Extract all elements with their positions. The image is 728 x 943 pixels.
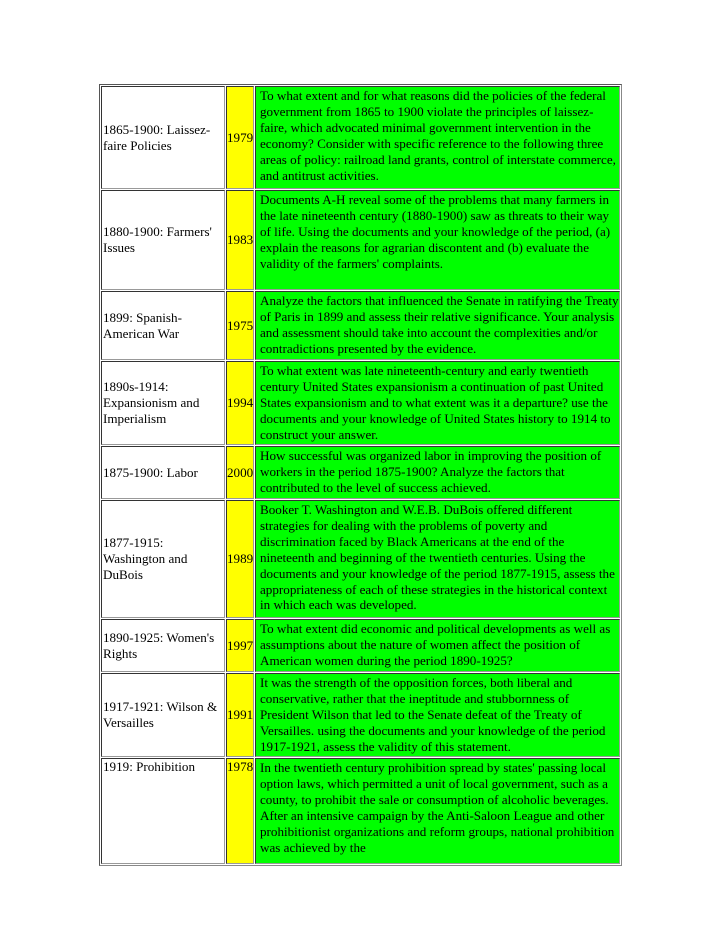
topic-cell: 1899: Spanish-American War (101, 291, 225, 360)
dbq-table (100, 85, 621, 865)
table-row (101, 190, 620, 290)
question-cell: Documents A-H reveal some of the problems that many farmers in the late nineteenth century (1880-1900) saw as threats to their way of life. Using the documents and your knowledge of the period, (a) explain the reasons for agrarian discontent and (b) evaluate the validity of the farmers' complaints. (255, 190, 620, 290)
topic-cell: 1880-1900: Farmers' Issues (101, 190, 225, 290)
table-row (101, 500, 620, 618)
table-row (101, 446, 620, 499)
topic-cell: 1875-1900: Labor (101, 446, 225, 499)
question-cell: In the twentieth century prohibition spread by states' passing local option laws, which permitted a unit of local government, such as a county, to prohibit the sale or consumption of alcoholic beverages. After an intensive campaign by the Anti-Saloon League and other prohibitionist organizations and reform groups, national prohibition was achieved by the (255, 758, 620, 864)
year-cell: 1997 (226, 619, 254, 672)
question-cell: It was the strength of the opposition forces, both liberal and conservative, rather that the ineptitude and stubbornness of President Wilson that led to the Senate defeat of the Treaty of Versailles. using the documents and your knowledge of the period 1917-1921, assess the validity of this statement. (255, 673, 620, 757)
question-cell: To what extent was late nineteenth-century and early twentieth century United States expansionism a continuation of past United States expansionism and to what extent was it a departure? use the documents and your knowledge of United States history to 1914 to construct your answer. (255, 361, 620, 445)
table-row (101, 758, 620, 864)
question-cell: Booker T. Washington and W.E.B. DuBois offered different strategies for dealing with the problems of poverty and discrimination faced by Black Americans at the end of the nineteenth and beginning of the twentieth centuries. Using the documents and your knowledge of the period 1877-1915, assess the appropriateness of each of these strategies in the historical context in which each was developed. (255, 500, 620, 618)
table-row (101, 361, 620, 445)
topic-cell: 1890-1925: Women's Rights (101, 619, 225, 672)
year-cell: 1979 (226, 86, 254, 189)
question-cell: How successful was organized labor in improving the position of workers in the period 1875-1900? Analyze the factors that contributed to the level of success achieved. (255, 446, 620, 499)
question-cell: To what extent did economic and political developments as well as assumptions about the nature of women affect the position of American women during the period 1890-1925? (255, 619, 620, 672)
year-cell: 1975 (226, 291, 254, 360)
year-cell: 1989 (226, 500, 254, 618)
year-cell: 2000 (226, 446, 254, 499)
year-cell: 1978 (226, 758, 254, 864)
question-cell: To what extent and for what reasons did the policies of the federal government from 1865 to 1900 violate the principles of laissez-faire, which advocated minimal government intervention in the economy? Consider with specific reference to the following three areas of policy: railroad land grants, control of interstate commerce, and antitrust activities. (255, 86, 620, 189)
year-cell: 1994 (226, 361, 254, 445)
table-row (101, 86, 620, 189)
dbq-table-body (101, 86, 620, 864)
year-cell: 1991 (226, 673, 254, 757)
topic-cell: 1890s-1914: Expansionism and Imperialism (101, 361, 225, 445)
topic-cell: 1877-1915: Washington and DuBois (101, 500, 225, 618)
topic-cell: 1865-1900: Laissez-faire Policies (101, 86, 225, 189)
dbq-table-container (99, 84, 622, 866)
table-row (101, 291, 620, 360)
year-cell: 1983 (226, 190, 254, 290)
table-row (101, 619, 620, 672)
topic-cell: 1917-1921: Wilson & Versailles (101, 673, 225, 757)
table-row (101, 673, 620, 757)
question-cell: Analyze the factors that influenced the Senate in ratifying the Treaty of Paris in 1899 and assess their relative significance. Your analysis and assessment should take into account the complexities and/or contradictions presented by the evidence. (255, 291, 620, 360)
topic-cell: 1919: Prohibition (101, 758, 225, 864)
